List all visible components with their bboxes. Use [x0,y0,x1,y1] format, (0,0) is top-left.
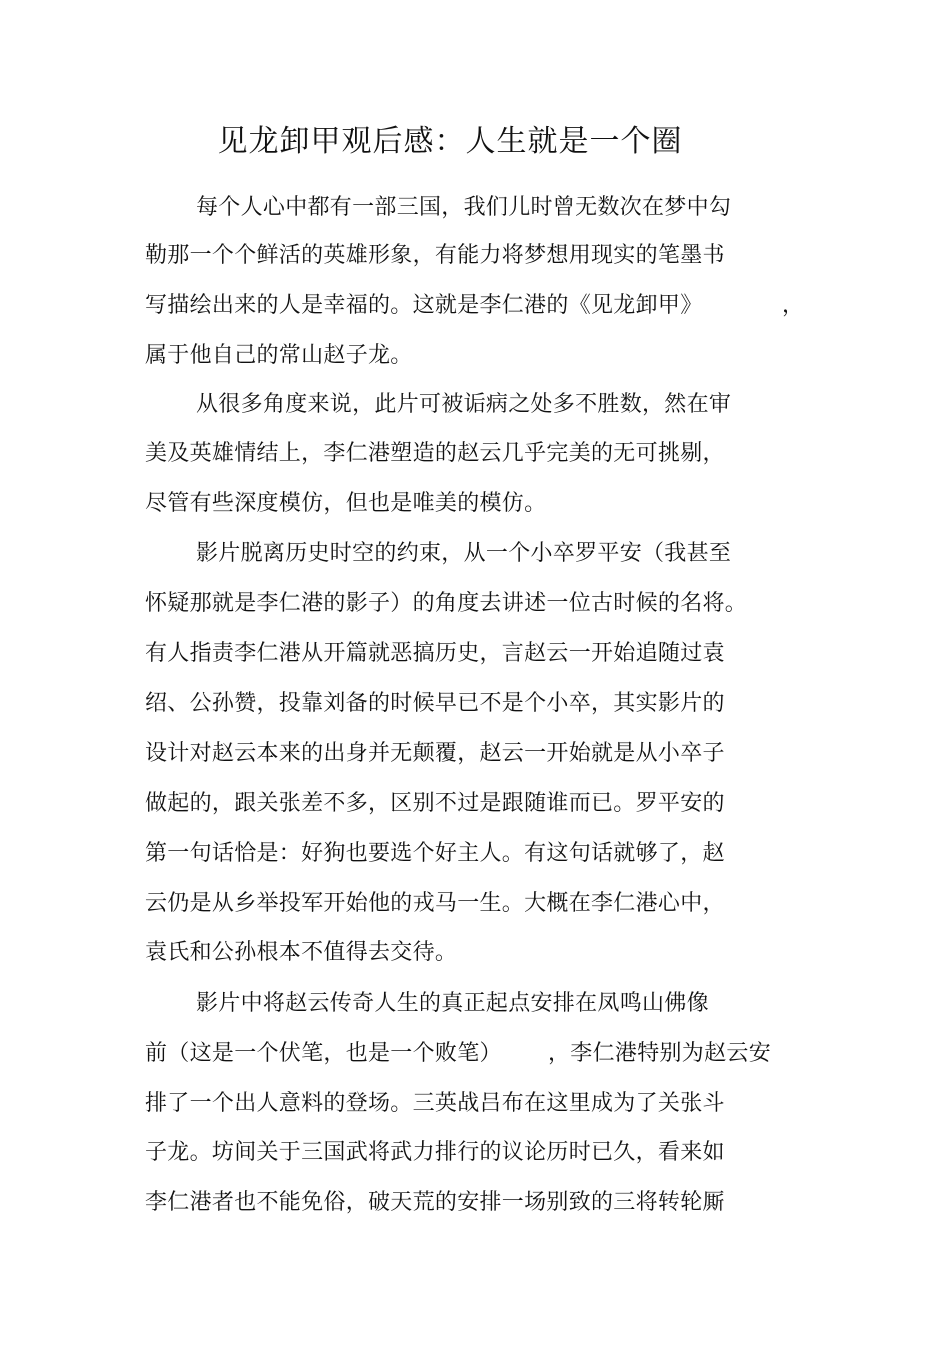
paragraph-3-line-6: 做起的，跟关张差不多，区别不过是跟随谁而已。罗平安的 [145,791,725,816]
paragraph-4-line-3: 排了一个出人意料的登场。三英战吕布在这里成为了关张斗 [145,1091,725,1116]
paragraph-3-line-1: 影片脱离历史时空的约束，从一个小卒罗平安（我甚至 [196,541,732,566]
paragraph-3-line-2: 怀疑那就是李仁港的影子）的角度去讲述一位古时候的名将。 [145,591,748,616]
paragraph-3-line-3: 有人指责李仁港从开篇就恶搞历史，言赵云一开始追随过袁 [145,641,725,666]
paragraph-3-line-9: 袁氏和公孙根本不值得去交待。 [145,940,458,965]
paragraph-3-line-4: 绍、公孙赞，投靠刘备的时候早已不是个小卒，其实影片的 [145,691,725,716]
paragraph-4-line-2b: ，李仁港特别为赵云安 [548,1041,772,1066]
paragraph-3-line-7: 第一句话恰是：好狗也要选个好主人。有这句话就够了，赵 [145,841,725,866]
paragraph-1-line-1: 每个人心中都有一部三国，我们儿时曾无数次在梦中勾 [196,195,732,220]
paragraph-1-line-4: 属于他自己的常山赵子龙。 [145,343,413,368]
paragraph-3-line-5: 设计对赵云本来的出身并无颠覆，赵云一开始就是从小卒子 [145,741,725,766]
paragraph-2-line-3: 尽管有些深度模仿，但也是唯美的模仿。 [145,491,547,516]
paragraph-2-line-1: 从很多角度来说，此片可被诟病之处多不胜数，然在审 [196,392,732,417]
paragraph-1-line-2: 勒那一个个鲜活的英雄形象，有能力将梦想用现实的笔墨书 [145,243,725,268]
paragraph-4-line-4: 子龙。坊间关于三国武将武力排行的议论历时已久，看来如 [145,1140,725,1165]
paragraph-1-line-3-comma: ， [782,293,805,318]
paragraph-2-line-2: 美及英雄情结上，李仁港塑造的赵云几乎完美的无可挑剔， [145,441,725,466]
paragraph-3-line-8: 云仍是从乡举投军开始他的戎马一生。大概在李仁港心中， [145,891,725,916]
paragraph-4-line-5: 李仁港者也不能免俗，破天荒的安排一场别致的三将转轮厮 [145,1190,725,1215]
paragraph-4-line-2a: 前（这是一个伏笔，也是一个败笔） [145,1041,502,1066]
paragraph-4-line-1: 影片中将赵云传奇人生的真正起点安排在凤鸣山佛像 [196,991,709,1016]
paragraph-1-line-3: 写描绘出来的人是幸福的。这就是李仁港的《见龙卸甲》 [145,293,703,318]
document-title: 见龙卸甲观后感：人生就是一个圈 [217,124,683,159]
